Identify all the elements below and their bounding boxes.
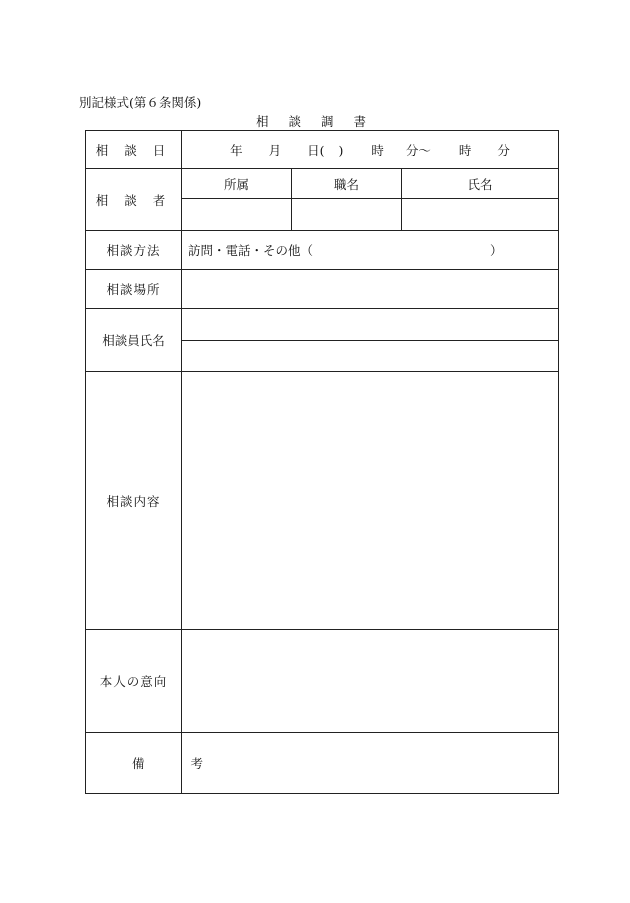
date-day: 日( — [307, 142, 325, 158]
job-title-field[interactable] — [292, 199, 402, 231]
consultation-place-field[interactable] — [182, 270, 559, 309]
consultation-form-table — [85, 130, 559, 794]
name-field[interactable] — [402, 199, 559, 231]
form-number: 別記様式(第６条関係) — [79, 95, 202, 110]
method-options: 訪問・電話・その他（ — [188, 243, 314, 258]
consultation-content-field[interactable] — [182, 372, 559, 630]
time-start-hour: 時 — [371, 142, 384, 158]
row-remarks — [86, 733, 559, 794]
row-content — [86, 372, 559, 630]
row-intention — [86, 630, 559, 733]
staff-name-field-1[interactable] — [182, 309, 559, 341]
consultation-method-field[interactable] — [182, 231, 559, 270]
date-weekday-close: ) — [338, 142, 344, 158]
date-month: 月 — [268, 142, 282, 158]
date-year: 年 — [230, 142, 243, 158]
column-affiliation: 所属 — [182, 169, 292, 199]
label-consultation-place: 相談場所 — [86, 270, 182, 309]
form-title: 相 談 調 書 — [256, 114, 374, 129]
time-end-minute: 分 — [497, 142, 510, 158]
label-intention: 本人の意向 — [86, 630, 182, 733]
row-method — [86, 231, 559, 270]
label-staff-name: 相談員氏名 — [86, 309, 182, 372]
time-end-hour: 時 — [458, 142, 472, 158]
label-remarks: 備考 — [86, 733, 182, 794]
staff-name-field-2[interactable] — [182, 341, 559, 372]
label-consultation-content: 相談内容 — [86, 372, 182, 630]
label-consultant: 相 談 者 — [86, 169, 182, 231]
time-start-minute: 分～ — [405, 142, 431, 158]
row-date — [86, 131, 559, 169]
consultation-date-field[interactable] — [182, 131, 559, 169]
label-consultation-date: 相 談 日 — [86, 131, 182, 169]
column-name: 氏名 — [402, 169, 559, 199]
method-close-paren: ） — [490, 243, 503, 258]
row-consultant-header — [86, 169, 559, 199]
column-job-title: 職名 — [292, 169, 402, 199]
label-consultation-method: 相談方法 — [86, 231, 182, 270]
intention-field[interactable] — [182, 630, 559, 733]
affiliation-field[interactable] — [182, 199, 292, 231]
row-staff-1 — [86, 309, 559, 341]
row-place — [86, 270, 559, 309]
